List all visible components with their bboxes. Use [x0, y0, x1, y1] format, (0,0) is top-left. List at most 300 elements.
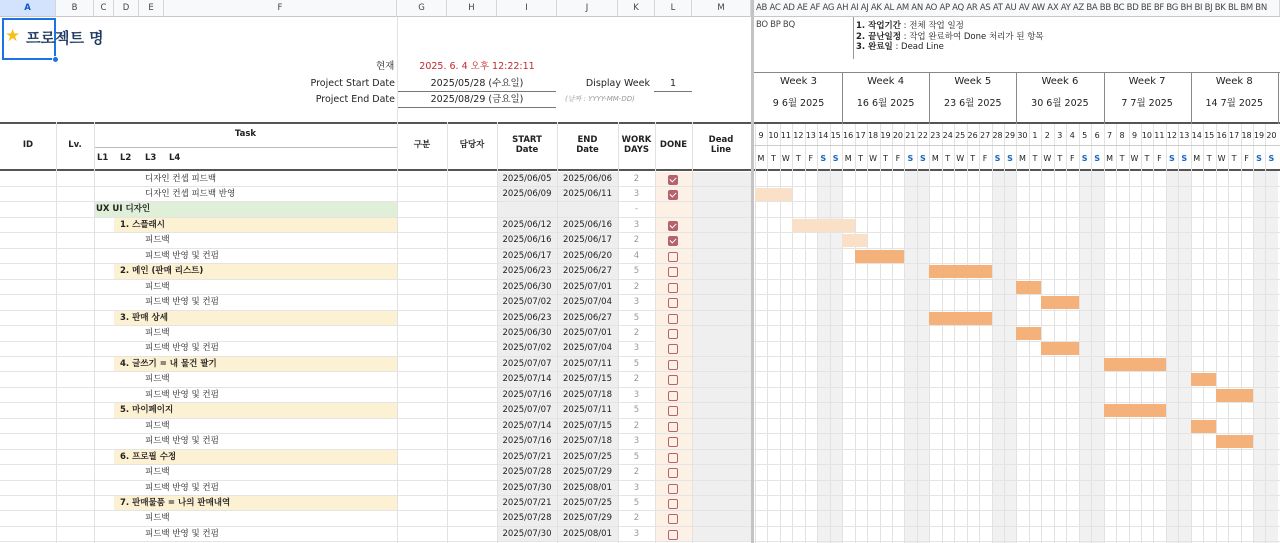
table-row	[0, 295, 1280, 311]
grid-line	[692, 122, 693, 543]
header-l4: L4	[169, 153, 181, 163]
day-letter: T	[770, 154, 776, 163]
work-days: 3	[633, 343, 640, 354]
task-name[interactable]: UX UI 디자인	[96, 204, 151, 215]
task-name[interactable]: 5. 마이페이지	[120, 405, 174, 416]
week-label: Week 4	[867, 76, 905, 87]
deadline-column-bg	[692, 264, 751, 279]
end-date[interactable]: 2025/07/01	[563, 281, 612, 292]
done-checkbox[interactable]	[668, 391, 678, 401]
column-header-f[interactable]: F	[164, 0, 397, 17]
grid-line	[618, 122, 619, 543]
table-row	[0, 280, 1280, 296]
day-letter: S	[994, 154, 1001, 163]
work-days: 5	[633, 451, 640, 462]
start-date-value[interactable]: 2025/05/28 (수요일)	[430, 78, 524, 89]
task-name[interactable]: 피드백 반영 및 컨펌	[145, 436, 219, 447]
done-checkbox[interactable]	[668, 422, 678, 432]
task-name[interactable]: 디자인 컨셉 피드백	[145, 173, 217, 184]
day-letter: T	[795, 154, 801, 163]
deadline-column-bg	[692, 187, 751, 202]
work-days: 2	[633, 281, 640, 292]
start-date[interactable]: 2025/07/07	[502, 358, 552, 369]
day-letter: F	[808, 154, 814, 163]
display-week-value[interactable]: 1	[669, 78, 677, 89]
grid-line	[557, 122, 558, 543]
end-date[interactable]: 2025/07/15	[563, 420, 612, 431]
gantt-bar[interactable]	[1216, 389, 1253, 402]
end-date[interactable]: 2025/06/20	[563, 250, 612, 261]
deadline-column-bg	[692, 311, 751, 326]
gantt-bar[interactable]	[1016, 281, 1041, 294]
work-days: 3	[633, 297, 640, 308]
day-number: 14	[818, 131, 829, 140]
work-days: 4	[633, 250, 640, 261]
day-number: 20	[892, 131, 904, 140]
start-date[interactable]: 2025/07/14	[502, 374, 552, 385]
task-name[interactable]: 피드백	[145, 420, 170, 431]
header-task: Task	[234, 129, 257, 139]
task-name[interactable]: 3. 판매 상세	[120, 312, 168, 323]
day-number: 13	[805, 131, 816, 140]
header-end-2: Date	[576, 145, 599, 155]
note-line	[856, 40, 944, 52]
task-name[interactable]: 피드백 반영 및 컨펌	[145, 297, 219, 308]
gantt-bar[interactable]	[1191, 420, 1216, 433]
deadline-column-bg	[692, 326, 751, 341]
note-label: 3. 완료일	[856, 42, 893, 52]
grid-line	[94, 122, 95, 543]
deadline-column-bg	[692, 202, 751, 217]
end-date[interactable]: 2025/06/06	[563, 173, 612, 184]
week-label: Week 3	[780, 76, 817, 87]
column-header-i[interactable]: I	[497, 0, 557, 17]
gantt-bar[interactable]	[1104, 358, 1166, 371]
start-date[interactable]: 2025/07/28	[502, 467, 552, 478]
column-header-k[interactable]: K	[618, 0, 655, 17]
work-days: 5	[633, 497, 640, 508]
start-date[interactable]: 2025/07/07	[502, 405, 552, 416]
end-date[interactable]: 2025/07/18	[563, 389, 612, 400]
table-row	[0, 311, 1280, 327]
done-checkbox[interactable]	[668, 314, 678, 324]
deadline-column-bg	[692, 233, 751, 248]
grid-line	[397, 122, 398, 543]
deadline-column-bg	[692, 172, 751, 187]
day-letter: T	[858, 154, 864, 163]
table-row	[0, 187, 1280, 203]
end-date[interactable]: 2025/07/01	[563, 328, 612, 338]
task-name[interactable]: 피드백	[145, 374, 170, 385]
day-letter: T	[1119, 154, 1125, 163]
day-number: 19	[1253, 131, 1265, 140]
done-checkbox[interactable]	[668, 175, 678, 185]
header-start-2: Date	[515, 145, 539, 155]
done-checkbox[interactable]	[668, 283, 678, 293]
work-days: 3	[633, 219, 640, 230]
done-checkbox[interactable]	[668, 267, 678, 277]
day-number: 11	[780, 131, 791, 140]
day-letter: S	[1256, 154, 1262, 163]
day-number: 15	[830, 131, 841, 140]
day-letter: W	[956, 154, 965, 163]
end-date-label: Project End Date	[315, 94, 395, 105]
work-days: 5	[633, 312, 640, 323]
end-date[interactable]: 2025/07/18	[563, 436, 612, 447]
day-number: 22	[917, 131, 928, 140]
header-type: 구분	[413, 140, 431, 150]
note-text: : 전체 작업 일정	[900, 21, 964, 31]
day-letter: T	[1231, 154, 1237, 163]
end-date[interactable]: 2025/07/15	[563, 374, 612, 385]
day-number: 7	[1107, 131, 1113, 140]
day-letter: S	[907, 154, 914, 163]
freeze-divider[interactable]	[751, 0, 754, 543]
header-id: ID	[22, 140, 34, 150]
header-l2: L2	[120, 153, 132, 163]
column-header-e[interactable]: E	[139, 0, 164, 17]
column-header-g[interactable]: G	[397, 0, 447, 17]
column-header-j[interactable]: J	[557, 0, 618, 17]
start-date[interactable]: 2025/06/12	[502, 219, 552, 230]
day-number: 17	[1229, 131, 1240, 140]
done-checkbox[interactable]	[668, 236, 678, 246]
end-date[interactable]: 2025/06/27	[563, 312, 612, 323]
work-days: 5	[633, 266, 640, 277]
column-header-d[interactable]: D	[114, 0, 139, 17]
gantt-bar[interactable]	[929, 265, 991, 278]
gantt-bar[interactable]	[755, 188, 792, 201]
header-l3: L3	[145, 153, 157, 163]
end-date[interactable]: 2025/06/11	[563, 188, 612, 199]
done-checkbox[interactable]	[668, 252, 678, 262]
done-checkbox[interactable]	[668, 190, 678, 200]
note-text: : 작업 완료하여 Done 처리가 된 항목	[900, 31, 1044, 42]
column-header-m[interactable]: M	[692, 0, 751, 17]
week-label: Week 7	[1128, 76, 1166, 87]
deadline-column-bg	[692, 419, 751, 434]
week-date: 23 6월 2025	[944, 98, 1002, 109]
day-letter: S	[1094, 154, 1101, 163]
gantt-bar[interactable]	[1104, 404, 1166, 417]
day-letter: M	[1018, 154, 1026, 163]
task-name[interactable]: 피드백 반영 및 컨펌	[145, 482, 219, 493]
day-letter: F	[1244, 154, 1249, 163]
work-days: 2	[633, 513, 640, 524]
header-start: START	[512, 135, 542, 145]
day-letter: S	[820, 154, 827, 163]
done-checkbox[interactable]	[668, 530, 678, 540]
end-date[interactable]: 2025/07/29	[563, 467, 612, 478]
table-row	[0, 341, 1280, 357]
gantt-bar[interactable]	[929, 312, 991, 325]
day-letter: T	[1032, 154, 1038, 163]
gantt-column-header-bar: AB AC AD AE AF AG AH AI AJ AK AL AM AN AO AP AQ AR AS AT AU AV AW AX AY AZ BA BB BC BD BE BF BG BH BI BJ BK BL BM BN BO BP BQ	[754, 0, 1280, 17]
day-number: 24	[942, 131, 953, 140]
table-row	[0, 264, 1280, 280]
day-letter: W	[869, 154, 877, 163]
task-name[interactable]: 피드백	[145, 513, 170, 524]
day-letter: M	[931, 154, 939, 163]
start-date[interactable]: 2025/07/14	[502, 420, 552, 431]
week-date: 30 6월 2025	[1031, 98, 1089, 109]
note-text: : Dead Line	[892, 42, 944, 52]
task-name[interactable]: 4. 글쓰기 = 내 물건 팔기	[120, 358, 217, 369]
start-date[interactable]: 2025/06/17	[502, 250, 552, 261]
deadline-column-bg	[692, 481, 751, 496]
work-days: 2	[633, 374, 640, 385]
week-label: Week 8	[1215, 76, 1253, 87]
week-date: 9 6월 2025	[772, 98, 825, 109]
grid-line	[56, 122, 57, 543]
day-letter: T	[1144, 154, 1150, 163]
day-number: 30	[1017, 131, 1028, 140]
done-checkbox[interactable]	[668, 514, 678, 524]
gantt-bar[interactable]	[1016, 327, 1041, 340]
work-days: 2	[633, 173, 640, 184]
day-letter: W	[1130, 154, 1139, 163]
note-label: 2. 끝난일정	[856, 31, 901, 42]
done-checkbox[interactable]	[668, 499, 678, 509]
task-name[interactable]: 피드백 반영 및 컨펌	[145, 250, 219, 261]
start-date-label: Project Start Date	[310, 78, 395, 89]
day-number: 2	[1044, 131, 1050, 140]
day-number: 17	[855, 131, 866, 140]
day-letter: S	[1181, 154, 1188, 163]
end-date[interactable]: 2025/08/01	[563, 482, 612, 493]
date-format-hint: (날짜 : YYYY-MM-DD)	[565, 95, 635, 103]
start-date[interactable]: 2025/07/02	[502, 297, 552, 308]
day-number: 26	[967, 131, 978, 140]
end-date[interactable]: 2025/06/16	[563, 219, 612, 230]
task-name[interactable]: 6. 프로필 수정	[120, 451, 177, 462]
day-letter: W	[1217, 154, 1226, 163]
day-letter: F	[895, 154, 901, 163]
start-date[interactable]: 2025/06/05	[502, 173, 552, 184]
current-label: 현재	[376, 61, 395, 72]
column-header-l[interactable]: L	[655, 0, 692, 17]
day-letter: S	[1007, 154, 1013, 163]
week-date: 16 6월 2025	[856, 98, 915, 109]
task-name[interactable]: 1. 스플래시	[120, 219, 165, 230]
done-checkbox[interactable]	[668, 298, 678, 308]
deadline-column-bg	[692, 280, 751, 295]
day-number: 1	[1032, 131, 1038, 140]
task-name[interactable]: 7. 판매물품 = 나의 판매내역	[120, 497, 231, 508]
header-workdays: WORK	[621, 135, 652, 145]
day-number: 9	[758, 131, 764, 140]
week-divider	[1278, 72, 1279, 124]
deadline-column-bg	[692, 450, 751, 465]
deadline-column-bg	[692, 511, 751, 526]
column-header-h[interactable]: H	[447, 0, 497, 17]
done-column-bg	[655, 202, 692, 217]
gantt-top-line	[754, 72, 1280, 73]
start-date[interactable]: 2025/06/23	[502, 266, 552, 277]
note-label: 1. 작업기간	[856, 21, 901, 31]
end-date[interactable]: 2025/07/29	[563, 513, 612, 524]
deadline-column-bg	[692, 403, 751, 418]
gantt-bar[interactable]	[1041, 296, 1078, 309]
start-date[interactable]: 2025/07/16	[502, 389, 552, 400]
done-checkbox[interactable]	[668, 406, 678, 416]
task-name[interactable]: 디자인 컨셉 피드백 반영	[145, 188, 236, 199]
fill-handle[interactable]	[52, 56, 59, 63]
grid-line	[497, 122, 498, 543]
gantt-bar[interactable]	[1041, 342, 1078, 355]
column-header-c[interactable]: C	[94, 0, 114, 17]
work-days: 5	[633, 405, 640, 416]
header-deadline-2: Line	[710, 145, 732, 155]
done-checkbox[interactable]	[668, 221, 678, 231]
deadline-column-bg	[692, 434, 751, 449]
start-date[interactable]: 2025/07/21	[502, 497, 552, 508]
end-date-value[interactable]: 2025/08/29 (금요일)	[430, 94, 524, 105]
task-name[interactable]: 피드백 반영 및 컨펌	[145, 343, 219, 354]
start-date[interactable]: 2025/06/30	[502, 281, 552, 292]
day-number: 21	[905, 131, 916, 140]
day-number: 12	[793, 131, 804, 140]
table-row	[0, 481, 1280, 497]
day-number: 3	[1057, 131, 1063, 140]
start-date[interactable]: 2025/06/23	[502, 312, 552, 323]
start-date[interactable]: 2025/07/21	[502, 451, 552, 462]
day-number: 19	[880, 131, 891, 140]
day-letter: M	[844, 154, 852, 163]
table-row	[0, 496, 1280, 512]
deadline-column-bg	[692, 372, 751, 387]
day-letter: F	[1069, 154, 1075, 163]
column-header-b[interactable]: B	[56, 0, 94, 17]
done-checkbox[interactable]	[668, 468, 678, 478]
end-date[interactable]: 2025/08/01	[563, 528, 612, 539]
day-number: 11	[1154, 131, 1165, 140]
deadline-column-bg	[692, 357, 751, 372]
deadline-column-bg	[692, 388, 751, 403]
work-days: 5	[633, 358, 640, 369]
day-number: 6	[1094, 131, 1100, 140]
table-row	[0, 172, 1280, 188]
day-letter: M	[1106, 154, 1114, 163]
done-checkbox[interactable]	[668, 453, 678, 463]
start-date[interactable]: 2025/07/16	[502, 436, 552, 447]
day-number: 15	[1204, 131, 1215, 140]
week-date: 14 7월 2025	[1205, 98, 1264, 109]
day-number: 10	[1141, 131, 1153, 140]
done-checkbox[interactable]	[668, 344, 678, 354]
task-name[interactable]: 피드백	[145, 281, 170, 292]
header-lv: Lv.	[68, 140, 82, 150]
end-date[interactable]: 2025/06/27	[563, 266, 612, 277]
day-letter: S	[832, 154, 839, 163]
done-checkbox[interactable]	[668, 484, 678, 494]
table-row	[0, 388, 1280, 404]
start-date[interactable]: 2025/07/02	[502, 343, 552, 354]
task-name[interactable]: 피드백	[145, 235, 170, 246]
start-date[interactable]: 2025/06/30	[502, 328, 552, 338]
end-date[interactable]: 2025/07/11	[563, 405, 612, 416]
deadline-column-bg	[692, 249, 751, 264]
work-days: 2	[633, 328, 640, 338]
task-name[interactable]: 피드백	[145, 467, 170, 478]
start-date[interactable]: 2025/06/09	[502, 188, 552, 199]
table-row	[0, 434, 1280, 450]
day-number: 8	[1119, 131, 1125, 140]
table-row	[0, 450, 1280, 466]
gantt-bar[interactable]	[1216, 435, 1253, 448]
end-date[interactable]: 2025/07/11	[563, 358, 612, 369]
task-name[interactable]: 피드백	[145, 328, 170, 338]
day-letter: W	[781, 154, 790, 163]
start-date[interactable]: 2025/07/30	[502, 528, 552, 539]
day-number: 13	[1179, 131, 1190, 140]
day-number: 27	[980, 131, 991, 140]
current-value[interactable]: 2025. 6. 4 오후 12:22:11	[419, 61, 535, 72]
work-days: 3	[633, 436, 640, 447]
table-row	[0, 233, 1280, 249]
task-name[interactable]: 피드백 반영 및 컨펌	[145, 389, 219, 400]
gantt-bar[interactable]	[792, 219, 854, 232]
table-row	[0, 403, 1280, 419]
task-name[interactable]: 2. 메인 (판매 리스트)	[120, 266, 204, 277]
day-letter: S	[1268, 154, 1275, 163]
day-letter: T	[883, 154, 888, 163]
day-letter: F	[1157, 154, 1162, 163]
work-days: 3	[633, 188, 640, 199]
gantt-bar[interactable]	[855, 250, 905, 263]
table-row	[0, 249, 1280, 265]
day-number: 28	[992, 131, 1003, 140]
header-owner: 담당자	[459, 140, 485, 150]
column-header-a[interactable]: A	[0, 0, 56, 17]
grid-line	[655, 122, 656, 543]
project-title[interactable]: 프로젝트 명	[26, 29, 104, 47]
day-number: 5	[1082, 131, 1088, 140]
done-checkbox[interactable]	[668, 360, 678, 370]
work-days: 2	[633, 420, 640, 431]
table-row	[0, 326, 1280, 342]
day-number: 29	[1004, 131, 1016, 140]
gantt-bar[interactable]	[1191, 373, 1216, 386]
day-letter: S	[1081, 154, 1088, 163]
end-date[interactable]: 2025/07/25	[563, 451, 612, 462]
day-letter: T	[970, 154, 976, 163]
day-letter: S	[1168, 154, 1175, 163]
table-row	[0, 372, 1280, 388]
work-days: -	[634, 204, 639, 215]
day-letter: M	[1193, 154, 1201, 163]
end-date[interactable]: 2025/07/04	[563, 297, 612, 308]
deadline-column-bg	[692, 527, 751, 542]
start-date[interactable]: 2025/07/28	[502, 513, 552, 524]
end-date[interactable]: 2025/06/17	[563, 235, 612, 246]
day-number: 10	[768, 131, 779, 140]
task-name[interactable]: 피드백 반영 및 컨펌	[145, 528, 219, 539]
gantt-bar[interactable]	[842, 234, 867, 247]
header-deadline: Dead	[708, 135, 734, 145]
done-checkbox[interactable]	[668, 375, 678, 385]
end-date[interactable]: 2025/07/25	[563, 497, 612, 508]
table-row	[0, 527, 1280, 543]
day-number: 25	[955, 131, 966, 140]
day-number: 18	[1241, 131, 1252, 140]
done-checkbox[interactable]	[668, 329, 678, 339]
start-date[interactable]: 2025/07/30	[502, 482, 552, 493]
end-date[interactable]: 2025/07/04	[563, 343, 612, 354]
start-date[interactable]: 2025/06/16	[502, 235, 552, 246]
done-checkbox[interactable]	[668, 437, 678, 447]
day-letter: T	[1057, 154, 1063, 163]
